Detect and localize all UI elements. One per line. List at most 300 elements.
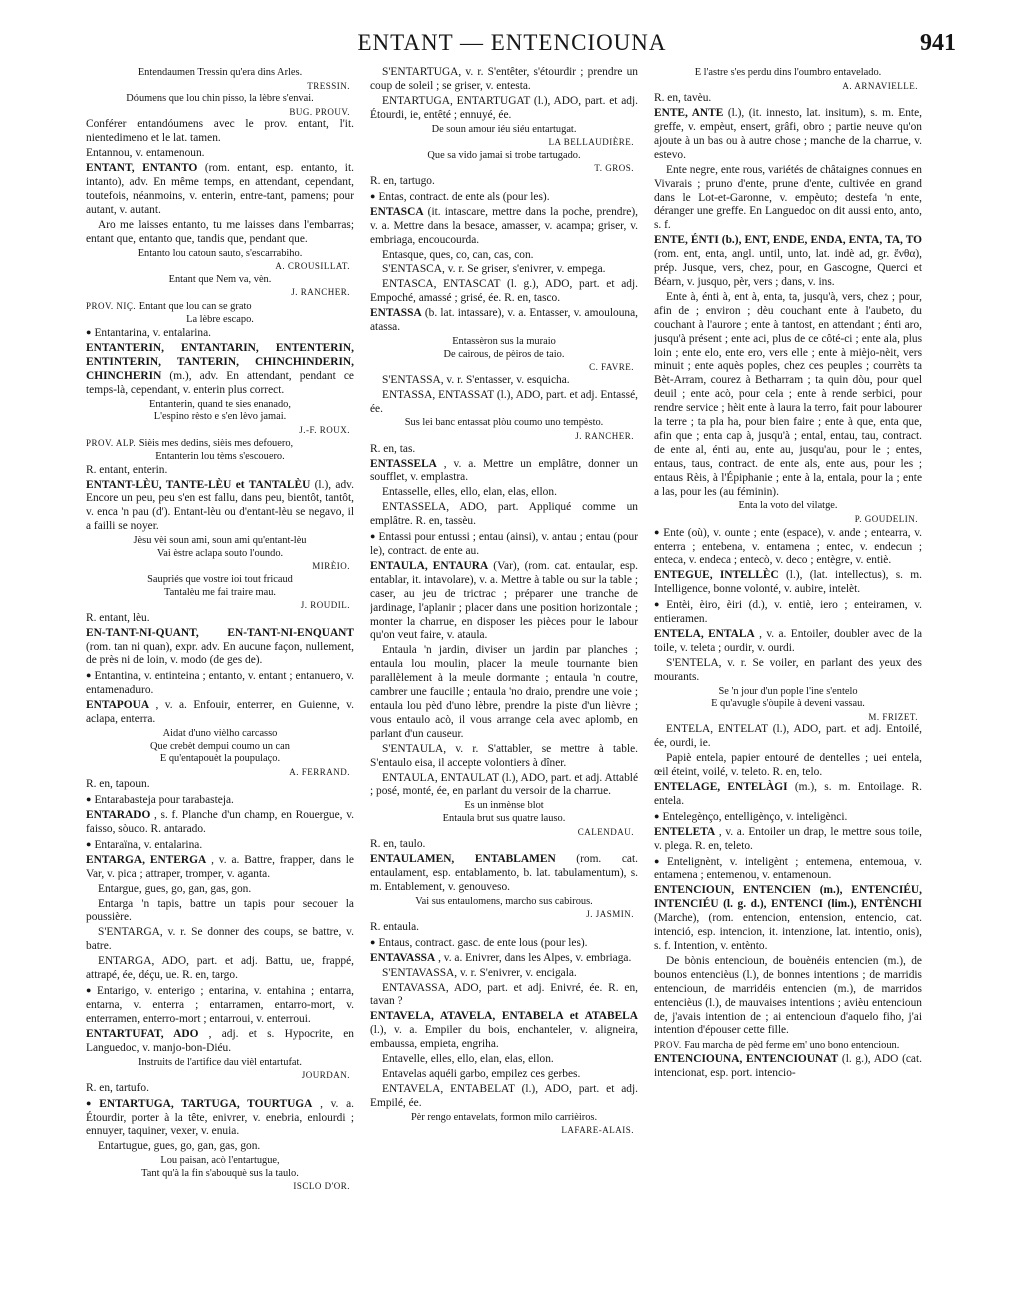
headword: ENTASSELA [370,457,437,470]
quote-line [654,686,922,699]
entry-text: ENTASCA, ENTASCAT (l. g.), ADO, part. et adj. Empoché, amassé ; grisé, ée. R. en, tasco. [370,278,638,305]
quote-line [86,314,354,327]
headword: ENTE, ANTE [654,107,724,120]
entry-text: (m.), adv. En attendant, pendant ce temps-là, cependant, v. enterin plus correct. [86,369,354,396]
quote-author: TRESSIN. [307,80,350,91]
quotation [370,124,638,149]
quote-text: Sus lei banc entassat plòu coumo uno tempèsto. [404,417,604,429]
headword: ENTARADO [86,809,151,822]
entry-paragraph [654,92,922,106]
entry-paragraph [370,530,638,559]
quote-author: J. RANCHER. [575,431,634,442]
quote-line [86,451,354,464]
entry-text: , v. a. Enfouir, enterrer, en Guienne, v. aclapa, enterra. [86,699,354,726]
quote-text: E qu'avugle s'òupile à deveni vassau. [711,698,865,710]
quote-author: A. CROUSILLAT. [275,261,350,272]
quotation [86,300,354,326]
dictionary-entry [370,206,638,248]
entry-text: (Marche), (rom. entencion, entension, entencio, cat. intenció, esp. intencion, it. intenzione, lat. intentio, onis), s. f. Intention, v. entènto. [654,912,922,952]
entry-text: Entarabasteja pour tarabasteja. [94,794,234,807]
column-right [654,66,922,1291]
dictionary-entry [654,107,922,163]
entry-text: Entasque, ques, co, can, cas, con. [382,248,534,261]
entry-paragraph [370,175,638,189]
entry-paragraph [370,95,638,123]
entry-text: Conférer entandóumens avec le prov. entant, l'it. nientedimeno et le lat. tamen. [86,118,354,145]
dictionary-entry [86,342,354,398]
entry-text: ENTELA, ENTELAT (l.), ADO, part. et adj. Entoilé, ée, ourdi, ie. [654,723,922,750]
entry-text: Ente (où), v. ounte ; ente (espace), v. ande ; entearra, v. enterra ; entebena, v. entamena ; entec, v. endecun ; enteca, v. endeca ; entecò, v. deco ; entègre, v. entiè. [654,526,922,567]
quote-author: J.-F. ROUX. [299,424,350,435]
entry-paragraph [370,190,638,205]
quote-text: Dóumens que lou chin pisso, la lèbre s'envai. [126,93,314,105]
entry-paragraph [86,219,354,247]
entry-paragraph [86,1140,354,1154]
entry-text: R. en, tartufo. [86,1081,149,1094]
dictionary-entry [654,628,922,656]
entry-text: S'ENTELA, v. r. Se voiler, en parlant des yeux des mourants. [654,656,922,683]
entry-paragraph [86,793,354,808]
quotation [654,1039,922,1053]
bullet-icon [370,531,379,543]
bullet-icon [654,599,666,611]
page-number: 941 [920,30,956,56]
quote-author: A. FERRAND. [289,766,350,777]
dictionary-entry [86,627,354,669]
entry-paragraph [370,1068,638,1082]
entry-text: R. en, taulo. [370,838,426,851]
entry-paragraph [370,66,638,94]
quote-author: LA BELLAUDIÈRE. [548,137,634,148]
entry-text: ENTAULA, ENTAULAT (l.), ADO, part. et adj. Attablé ; posé, monté, ée, en parlant du versoir de la charrue. [370,771,638,798]
entry-paragraph [86,118,354,146]
entry-paragraph [86,1082,354,1096]
entry-paragraph [370,389,638,417]
entry-paragraph [86,838,354,853]
quotation [86,274,354,299]
entry-text: ENTARGA, ADO, part. et adj. Battu, ue, frappé, attrapé, ée, déçu, ue. R. en, targo. [86,955,354,982]
quote-text: Que crebèt dempui coumo un can [150,740,290,752]
entry-text: Entannou, v. entamenoun. [86,147,205,160]
quotation [654,67,922,92]
quote-line [370,124,638,137]
entry-text: Entarga 'n tapis, battre un tapis pour secouer la poussière. [86,897,354,924]
entry-paragraph [654,723,922,751]
quote-line [86,587,354,600]
entry-paragraph [654,657,922,685]
quote-line [86,67,354,80]
dictionary-entry [86,1097,354,1140]
dictionary-entry [654,884,922,954]
entry-text: Entas, contract. de ente als (pour les). [378,190,550,203]
dictionary-entry [370,307,638,335]
quote-text: Vai sus entaulomens, marcho sus cabirous. [415,895,593,907]
quote-text: De cairous, de pèiros de taio. [443,348,565,360]
entry-text: (l. g.), ADO (cat. intencionat, esp. port. intencio- [654,1052,922,1079]
quote-line [86,574,354,587]
headword: ENTENCIOUN, ENTENCIEN (m.), ENTENCIÉU, INTENCIÉU (l. g. d.), ENTENCI (lim.), ENTÈNCHI [654,884,922,911]
quote-author: ISCLO D'OR. [293,1181,350,1192]
quote-line [86,248,354,261]
quotation [370,417,638,442]
headword: ENTARTUGA, TARTUGA, TOURTUGA [99,1097,313,1110]
entry-paragraph [370,921,638,935]
quote-author: LAFARE-ALAIS. [561,1125,634,1136]
dictionary-entry [86,809,354,837]
headword: ENTELETA [654,825,716,838]
entry-text: (m.), s. m. Entoilage. R. entela. [654,781,922,807]
entry-paragraph [370,374,638,388]
entry-text: Entargue, gues, go, gan, gas, gon. [98,882,252,895]
quote-line [86,399,354,412]
entry-paragraph [86,326,354,341]
quote-line [370,349,638,362]
entry-paragraph [86,926,354,954]
entry-text: S'ENTASSA, v. r. S'entasser, v. esquicha. [382,373,570,386]
column-middle [370,66,638,1291]
quote-text: Sièis mes dedins, sièis mes defouero, [138,438,294,450]
quote-line [86,535,354,548]
quotation [86,1057,354,1082]
headword: ENTEGUE, INTELLÈC [654,569,779,582]
entry-text: Entassi pour entussi ; entau (ainsi), v. antau ; entau (pour le), contract. de ente au. [370,531,638,557]
entry-text: (l.), v. a. Empiler du bois, enchanteler, v. aligneira, embaussa, empieta, engriha. [370,1024,638,1051]
entry-text: Ente negre, ente rous, variétés de châtaignes connues en Vivarais ; pruno d'ente, prune d'ente, cultivée en grand dans le Lot-et-Garonne, v. empèuto; destefa 'n ente, déranger une greffe. En Languedoc on dit aussi ento, anto, s. f. [654,163,922,232]
headword: ENTANTERIN, ENTANTARIN, ENTENTERIN, ENTINTERIN, TANTERIN, CHINCHINDERIN, CHINCHERIN [86,342,354,382]
quote-line [86,274,354,287]
quote-line [86,753,354,766]
entry-text: (Var), (rom. cat. entaular, esp. entablar, it. intavolare), v. a. Mettre à table ou sur la table ; caser, au jeu de trictrac ; préparer une tranche de jardinage, l'aplanir ; placer dans une position horizontale ; monter la charrue, en disposer les pièces pour le labour qu'on veut faire, v. ataula. [370,559,638,642]
entry-text: Entelignènt, v. inteligènt ; entemena, entemoua, v. entamena ; entemenou, v. entamenoun. [654,855,922,882]
quotation [654,500,922,525]
entry-text: Entavelas aquéli garbo, empilez ces gerbes. [382,1067,581,1080]
quotation [654,686,922,724]
headword: ENTAVASSA [370,951,436,964]
dictionary-entry [654,781,922,809]
entry-paragraph [370,263,638,277]
entry-text: Entartugue, gues, go, gan, gas, gon. [98,1140,261,1153]
headword: ENTAVELA, ATAVELA, ENTABELA et ATABELA [370,1010,638,1023]
headword: ENTARTUFAT, ADO [86,1027,199,1040]
quote-text: La lèbre escapo. [186,313,254,325]
entry-text: ENTAVASSA, ADO, part. et adj. Enivré, ée. R. en, tavan ? [370,981,638,1008]
running-title: ENTANT — ENTENCIOUNA [357,30,667,55]
proverb-label: PROV. ALP. [86,438,137,449]
quote-text: Entaula brut sus quatre lauso. [442,812,566,824]
entry-paragraph [370,743,638,771]
quote-text: Entendaumen Tressin qu'era dins Arles. [137,67,303,78]
entry-text: Papiè entela, papier entouré de dentelles ; uei entela, œil éteint, voilé, v. teleto. R. en, telo. [654,752,922,779]
entry-text: S'ENTARGA, v. r. Se donner des coups, se battre, v. batre. [86,926,354,953]
entry-paragraph [654,810,922,825]
quotation [86,728,354,778]
entry-text: S'ENTAULA, v. r. S'attabler, se mettre à table. S'entaulo eisa, il accepte volontiers à dîner. [370,742,638,769]
entry-text: , adj. et s. Hypocrite, en Languedoc, v. manjo-bon-Diéu. [86,1027,354,1054]
quote-author: CALENDAU. [577,826,634,837]
entry-paragraph [86,612,354,626]
dictionary-entry [370,1010,638,1052]
entry-paragraph [370,936,638,951]
entry-paragraph [370,249,638,263]
entry-text: S'ENTAVASSA, v. r. S'enivrer, v. encigala. [382,966,577,979]
entry-text: R. en, tapoun. [86,778,150,791]
quote-line [86,93,354,106]
quote-text: Es un inmènse blot [464,800,544,812]
quote-author: C. FAVRE. [589,362,634,373]
quote-text: E l'astre s'es perdu dins l'oumbro entavelado. [694,67,882,78]
dictionary-entry [370,560,638,643]
entry-text: Entarigo, v. enterigo ; entarina, v. entahina ; entarra, entarna, v. enterra ; entarramen, entarro-mort, v. enterramen, enterro-mort ; entarroui, v. enterroui. [86,985,354,1025]
entry-text: (b. lat. intassare), v. a. Entasser, v. amoulouna, atassa. [370,307,638,334]
quotation [86,93,354,118]
quote-text: Entant que lou can se grato [138,300,252,312]
quote-text: De soun amour iéu siéu entartugat. [431,123,577,135]
entry-text: , v. a. Étourdir, porter à la tête, enivrer, v. enebria, enlourdi ; ennuyer, taquiner, vexer, v. enuia. [86,1097,354,1138]
entry-text: , s. f. Planche d'un champ, en Rouergue, v. faisso, sòuco. R. antarado. [86,809,354,836]
quote-line [370,417,638,430]
headword: ENTASCA [370,205,424,218]
quotation [370,1112,638,1137]
quote-text: Fau marcha de pèd ferme em' uno bono entencioun. [684,1040,900,1052]
quote-author: J. RANCHER. [291,287,350,298]
entry-text: , v. a. Mettre un emplâtre, donner un soufflet, v. emplastra. [370,457,638,484]
entry-paragraph [370,443,638,457]
entry-text: Entaus, contract. gasc. de ente lous (pour les). [378,936,588,949]
headword: ENTENCIOUNA, ENTENCIOUNAT [654,1052,839,1065]
entry-text: Entaraïna, v. entalarina. [94,838,203,851]
entry-paragraph [654,291,922,500]
dictionary-entry [86,699,354,727]
entry-text: R. entant, lèu. [86,611,150,624]
entry-text: Entavelle, elles, ello, elan, elas, ellon. [382,1053,554,1066]
entry-text: S'ENTARTUGA, v. r. S'entêter, s'étourdir ; prendre un coup de soleil ; se griser, v. entesta. [370,66,638,92]
entry-paragraph [370,644,638,741]
quote-line [86,741,354,754]
dictionary-entry [86,479,354,535]
quote-line [370,800,638,813]
dictionary-entry [654,826,922,854]
entry-text: (rom. ent, enta, angl. until, unto, lat. indè ad, gr. ἔνθα), prép. Jusque, vers, chez, pour, en Gascogne, Querci et Béarn, v. jusquo, pèr, vers ; dans, v. ins. [654,248,922,288]
entry-text: ENTAVELA, ENTABELAT (l.), ADO, part. et adj. Empilé, ée. [370,1082,638,1109]
column-left [86,66,354,1291]
entry-text: , v. a. Enivrer, dans les Alpes, v. embriaga. [438,951,632,964]
dictionary-entry [370,853,638,895]
quote-line [370,150,638,163]
entry-text: Entaula 'n jardin, diviser un jardin par planches ; entaula lou moulin, placer la meule tournante bien parallèlement à la meule dormante ; entaula 'n coutre, cambrer une faucille ; entaula 'no draio, prendre une voie ; entaula lou pèd d'uno lèbre, prendre la piste d'un lièvre ; vous entaulo acò, il vous arrange cela avec aplomb, en parlant d'un causeur. [370,644,638,740]
quote-line [370,336,638,349]
headword: ENTAULAMEN, ENTABLAMEN [370,853,556,865]
entry-paragraph [370,486,638,500]
quote-line [86,1155,354,1168]
quote-line [370,813,638,826]
quotation [86,535,354,573]
quote-author: M. FRIZET. [868,711,918,722]
headword: ENTASSA [370,307,422,320]
quote-author: JOURDAN. [301,1070,350,1081]
dictionary-entry [654,569,922,597]
bullet-icon [86,670,95,682]
headword: ENTAPOUA [86,699,150,712]
quotation [370,150,638,175]
dictionary-entry [654,234,922,290]
quote-line [370,896,638,909]
entry-text: (rom. entant, esp. entanto, it. intanto), adv. En même temps, en attendant, cependant, toutefois, néanmoins, v. enterin, entre-tant, pamens; pour autant, v. autant. [86,162,354,216]
quotation [86,399,354,437]
quotation [86,574,354,612]
entry-text: R. entaula. [370,920,420,933]
quote-line [86,411,354,424]
quote-line [654,698,922,711]
entry-text: S'ENTASCA, v. r. Se griser, s'enivrer, v. empega. [382,263,606,276]
quote-text: Instruits de l'artifice dau vièl entartufat. [137,1056,303,1068]
quote-line [86,548,354,561]
entry-text: R. en, tavèu. [654,92,712,105]
headword: ENTARGA, ENTERGA [86,853,207,866]
entry-paragraph [370,278,638,306]
entry-text: R. en, tartugo. [370,175,435,187]
proverb-label: PROV. [654,1040,682,1051]
entry-text: Entèi, èiro, èiri (d.), v. entiè, iero ; enteiramen, v. entieramen. [654,599,922,626]
quote-line [86,1168,354,1181]
dictionary-entry [370,952,638,966]
entry-text: Entantarina, v. entalarina. [94,327,212,340]
dictionary-entry [654,1053,922,1081]
quote-text: Entassèron sus la muraio [452,335,556,347]
headword: ENTELA, ENTALA [654,628,755,640]
entry-paragraph [86,147,354,161]
quote-author: J. JASMIN. [586,909,634,920]
entry-text: (it. intascare, mettre dans la poche, prendre), v. a. Mettre dans la besace, amasser, v. acampa; griser, v. embriaga, encoucourda. [370,205,638,246]
entry-paragraph [370,501,638,529]
quote-text: Saupriés que vostre ioi tout fricaud [147,573,293,585]
quote-line [86,300,354,314]
quotation [370,896,638,921]
entry-paragraph [370,982,638,1010]
entry-paragraph [654,752,922,780]
quote-author: BUG. PROUV. [289,106,350,117]
quote-text: Entanterin lou tèms s'escouero. [155,451,285,462]
dictionary-entry [86,1028,354,1056]
quote-author: J. ROUDIL. [300,600,350,611]
headword: ENTAULA, ENTAURA [370,559,489,572]
quote-text: Que sa vido jamai si trobe tartugado. [427,149,581,161]
quote-line [654,67,922,80]
entry-text: (l.), (lat. intellectus), s. m. Intelligence, bonne volonté, v. aubire, intelèt. [654,569,922,596]
entry-text: (rom. cat. entaulament, esp. entablamento, b. lat. tabulamentum), s. m. Entablement, v. genouveso. [370,853,638,893]
entry-paragraph [370,1083,638,1111]
entry-paragraph [370,772,638,800]
quote-author: MIRÈIO. [312,561,350,572]
entry-text: Aro me laisses entanto, tu me laisses dans l'embarras; entant que, entanto que, tandis que, pendant que. [86,218,354,245]
quote-line [86,728,354,741]
entry-text: , v. a. Entoiler, doubler avec de la toile, v. teleta ; ourdir, v. ourdi. [654,628,922,654]
headword: ENTELAGE, ENTELÀGI [654,781,788,794]
entry-text: Ente à, énti à, ent à, enta, ta, jusqu'à, vers, chez ; pour, afin de ; environ ; dèu couchant ente à l'aubeto, du couchant à l'aurore ; ente à tantost, en attendant ; énti aro, jusqu'à présent ; ente aci, plus de ce côté-ci ; ente ala, plus loin ; ente elo, ente ero, vers elle ; ente à mièjo-nèit, vers minuit ; ente aquès poples, chez ces peuples ; courrèts ta Bèt-Arram, courez à Betharram ; ta quin dòu, pour quel deuil ; ente acò, pour cela ; ente à rende serbici, pour rendre service ; hèit ente à laura la terro, fait pour labourer la terre ; ta pla ha, pour bien faire ; ente à que, enta que, afin que ; enta cap à, jusqu'à ; ental, entau, tau, contract. de ente al, énti au, ente au, jusqu'au, pour le ; entes, entaus, taus, contract. de ente als, ente aus, pour les ; entaus Rèis, à l'Épiphanie ; ente à la, entala, pour la ; ente a las, pour les (au féminin). [654,290,922,498]
headword: ENTANT, ENTANTO [86,162,198,175]
quote-text: Jèsu vèi soun ami, soun ami qu'entant-lèu [133,535,307,547]
proverb-label: PROV. NIÇ. [86,300,137,311]
entry-text: (l.), adv. Encore un peu, peu s'en est fallu, dans peu, bientôt, tantôt, v. enca 'n pau (d'). Entant-lèu ou d'entant-lèu se negavo, il a failli se noyer. [86,478,354,533]
quotation [370,800,638,838]
quote-line [654,1039,922,1053]
entry-paragraph [370,1053,638,1067]
entry-paragraph [654,955,922,1038]
dictionary-entry [86,162,354,218]
entry-paragraph [86,984,354,1027]
bullet-icon [86,985,97,997]
dictionary-entry [370,458,638,486]
entry-text: , v. a. Battre, frapper, dans le Var, v. pica ; attraper, tromper, v. aganta. [86,853,354,880]
entry-paragraph [86,955,354,983]
quote-text: Entant que Nem va, vèn. [168,273,272,285]
entry-text: R. entant, enterin. [86,463,168,476]
dictionary-entry [86,854,354,882]
bullet-icon [654,856,667,868]
quotation [86,437,354,463]
quotation [86,67,354,92]
headword: ENTANT-LÈU, TANTE-LÈU et TANTALÈU [86,478,311,491]
quote-author: T. GROS. [594,163,634,174]
bullet-icon [86,1098,99,1110]
entry-text: , v. a. Entoiler un drap, le mettre sous toile, v. plega. R. en, teleto. [654,825,922,852]
entry-text: Entelegènço, entelligènço, v. inteligènci. [662,810,848,823]
page-header [0,30,1024,64]
quote-line [86,1057,354,1070]
entry-paragraph [654,855,922,884]
entry-text: (l.), (it. innesto, lat. insitum), s. m. Ente, greffe, v. empèut, ensert, grâfi, obro ; partie neuve qu'on ajoute à un bas ou à autre chose ; manche de la charrue, v. estevo. [654,107,922,161]
entry-paragraph [86,778,354,792]
entry-text: Entasselle, elles, ello, elan, elas, ellon. [382,486,557,499]
quote-text: Entanterin, quand te sies enanado, [149,398,291,410]
quotation [86,248,354,273]
entry-paragraph [86,464,354,478]
quotation [86,1155,354,1193]
quote-text: Enta la voto del vilatge. [738,500,838,512]
bullet-icon [654,527,663,539]
entry-paragraph [654,164,922,234]
headword: EN-TANT-NI-QUANT, EN-TANT-NI-ENQUANT [86,626,354,639]
entry-text: ENTASSELA, ADO, part. Appliqué comme un emplâtre. R. en, tassèu. [370,501,638,528]
quote-text: E qu'entapouèt la poupulaço. [159,753,281,765]
entry-paragraph [86,883,354,897]
quote-line [654,500,922,513]
entry-paragraph [86,669,354,698]
entry-paragraph [370,838,638,852]
quote-text: Pèr rengo entavelats, formon milo carrièiros. [410,1111,598,1123]
entry-text: De bònis entencioun, de bouènéis entencien (m.), de bounos entencièus (l.), de bonnes intentions ; de marridis entencioun, de marridéis entencien (m.), de marridos entencièus (l.), de mauvaises intentions ; avièu entencioun de, j'avais intention de ; ai entencioun d'aquelo fiho, j'ai intention d'épouser cette fille. [654,954,922,1037]
entry-paragraph [370,967,638,981]
entry-text: ENTARTUGA, ENTARTUGAT (l.), ADO, part. et adj. Étourdi, ie, entêté ; ennuyé, ée. [370,94,638,121]
entry-paragraph [86,898,354,926]
entry-paragraph [654,598,922,627]
quote-text: Tant qu'à la fin s'abouquè sus la taulo. [141,1167,299,1179]
quote-text: Lou paisan, acò l'entartugue, [160,1155,280,1167]
entry-text: R. en, tas. [370,442,416,455]
quote-author: A. ARNAVIELLE. [842,80,918,91]
quote-text: L'espino rèsto e s'en lèvo jamai. [153,411,287,423]
quote-line [370,1112,638,1125]
quote-text: Aidat d'uno vièlho carcasso [162,727,278,739]
entry-text: ENTASSA, ENTASSAT (l.), ADO, part. et adj. Entassé, ée. [370,388,638,415]
quote-text: Vai èstre aclapa souto l'oundo. [156,547,284,559]
quotation [370,336,638,374]
entry-text: (rom. tan ni quan), expr. adv. En aucune façon, nullement, de près ni de loin, v. modo (de ges de). [86,640,354,667]
quote-text: Tantalèu me fai traire mau. [163,586,277,598]
entry-text: Entantina, v. entinteina ; entanto, v. entant ; entanuero, v. entamenaduro. [86,670,354,697]
quote-author: P. GOUDELIN. [854,514,918,525]
headword: ENTE, ÉNTI (b.), ENT, ENDE, ENDA, ENTA, TA, TO [654,234,922,247]
quote-text: Entanto lou catoun sauto, s'escarrabiho. [137,247,303,259]
